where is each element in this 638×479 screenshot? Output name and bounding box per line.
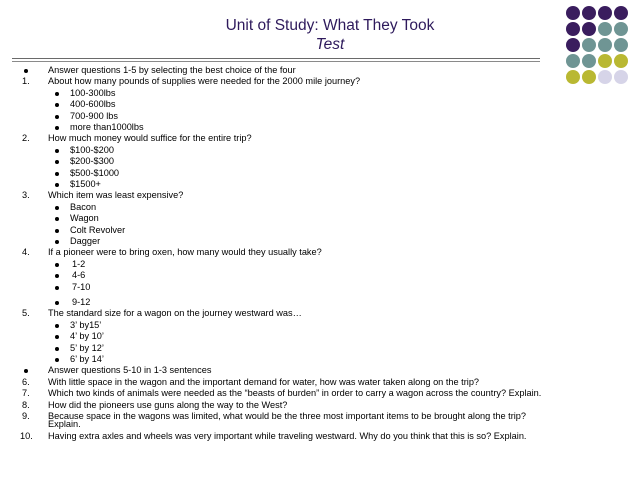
question-number: 5. (22, 308, 30, 319)
bullet-icon (24, 369, 28, 373)
question-text: If a pioneer were to bring oxen, how many would they usually take? (48, 247, 322, 258)
question-number: 1. (22, 76, 30, 87)
bullet-icon (55, 347, 59, 351)
bullet-icon (55, 149, 59, 153)
answer-option: Bacon (70, 201, 97, 212)
bullet-icon (55, 229, 59, 233)
bullet-icon (55, 92, 59, 96)
question-text: With little space in the wagon and the important demand for water, how was water taken along on the trip? (48, 376, 480, 387)
bullet-icon (55, 335, 59, 339)
answer-option: 7-10 (72, 281, 91, 292)
bullet-icon (55, 126, 59, 130)
question-text: About how many pounds of supplies were needed for the 2000 mile journey? (48, 76, 361, 87)
bullet-icon (55, 274, 59, 278)
bullet-icon (55, 172, 59, 176)
question-number: 2. (22, 133, 30, 144)
title-line-1: Unit of Study: What They Took (225, 17, 435, 34)
question-text: Because space in the wagons was limited, what would be the three most important items to be brought along the trip? (48, 411, 527, 421)
instruction-text: Answer questions 1-5 by selecting the best choice of the four (48, 65, 296, 75)
question-text: Explain. (48, 419, 81, 430)
question-text: Which two kinds of animals were needed as the “beasts of burden” in order to carry a wagon across the country? Explain. (48, 388, 542, 399)
answer-option: 700-900 lbs (70, 110, 119, 121)
question-number: 9. (22, 411, 30, 421)
answer-option: $200-$300 (70, 156, 114, 167)
bullet-icon (55, 103, 59, 107)
answer-option: 400-600lbs (70, 99, 116, 110)
instruction-text: Answer questions 5-10 in 1-3 sentences (48, 365, 212, 376)
bullet-icon (55, 263, 59, 267)
bullet-icon (55, 160, 59, 164)
question-text: How much money would suffice for the entire trip? (48, 133, 252, 144)
answer-option: Wagon (70, 213, 99, 224)
question-number: 3. (22, 190, 30, 201)
bullet-icon (55, 206, 59, 210)
bullet-icon (55, 324, 59, 328)
answer-option: $500-$1000 (70, 167, 120, 178)
question-text: How did the pioneers use guns along the way to the West? (48, 399, 288, 410)
answer-option: Colt Revolver (70, 224, 126, 235)
answer-option: Dagger (70, 236, 101, 246)
bullet-icon (55, 358, 59, 362)
bullet-icon (55, 183, 59, 187)
bullet-icon (55, 286, 59, 290)
title-line-2: Test (315, 36, 345, 53)
answer-option: 6’ by 14’ (70, 354, 104, 364)
question-number: 4. (22, 247, 30, 258)
answer-option: 4’ by 10’ (70, 331, 104, 342)
question-number: 7. (22, 388, 30, 399)
question-text: Which item was least expensive? (48, 190, 184, 201)
question-number: 6. (22, 376, 30, 387)
answer-option: 3’ by15’ (70, 319, 102, 330)
answer-option: 100-300lbs (70, 87, 116, 98)
answer-option: 1-2 (72, 258, 86, 269)
answer-option: $100-$200 (70, 144, 114, 155)
bullet-icon (55, 115, 59, 119)
bullet-icon (55, 240, 59, 244)
answer-option: $1500+ (70, 179, 101, 189)
bullet-icon (24, 69, 28, 73)
answer-option: more than1000lbs (70, 122, 144, 132)
question-text: Having extra axles and wheels was very important while traveling westward. Why do you think that this is so? Explain. (48, 430, 527, 441)
bullet-icon (55, 217, 59, 221)
question-number: 8. (22, 399, 30, 410)
answer-option: 4-6 (72, 270, 86, 281)
answer-option: 9-12 (72, 297, 91, 307)
answer-option: 5’ by 12’ (70, 342, 104, 353)
question-number: 10. (20, 430, 33, 441)
bullet-icon (55, 301, 59, 305)
question-text: The standard size for a wagon on the journey westward was… (48, 308, 302, 319)
